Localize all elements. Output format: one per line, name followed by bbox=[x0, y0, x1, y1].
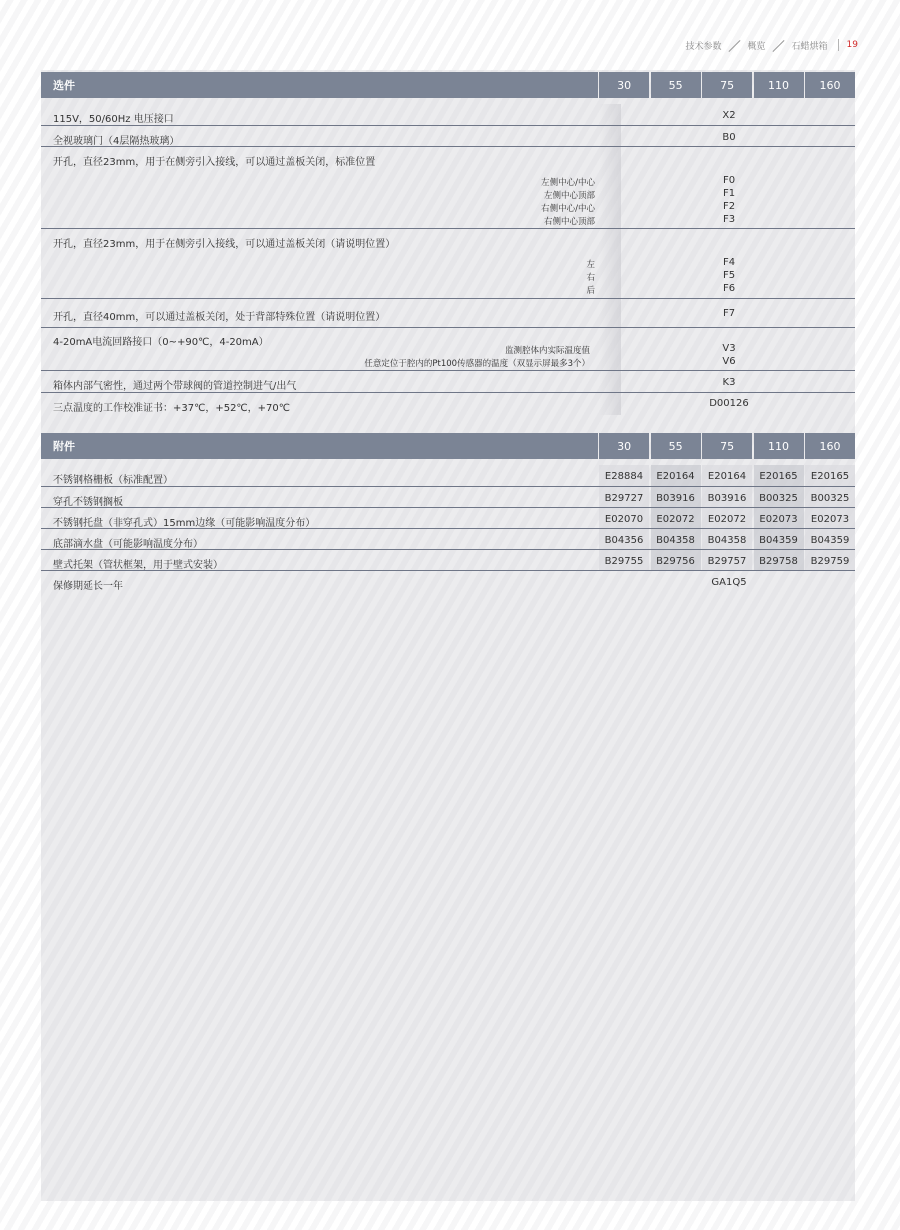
order-code: K3 bbox=[722, 377, 736, 388]
cell-55: E02072 bbox=[651, 508, 701, 528]
breadcrumb-item-tech-params: 技术参数 bbox=[685, 41, 722, 52]
col-header-75: 75 bbox=[702, 433, 752, 459]
options-header bbox=[41, 72, 855, 98]
accessories-header bbox=[41, 433, 855, 459]
col-header-160: 160 bbox=[805, 72, 855, 98]
accessories-title: 附件 bbox=[41, 433, 598, 459]
cell-160: B04359 bbox=[805, 529, 855, 549]
cell-110: E02073 bbox=[754, 508, 804, 528]
cell-55: B04358 bbox=[651, 529, 701, 549]
order-code: X2 bbox=[722, 110, 736, 121]
table-row bbox=[41, 508, 855, 529]
row-label: 底部滴水盘（可能影响温度分布） bbox=[53, 539, 203, 550]
signal-label: 任意定位于腔内的Pt100传感器的温度（双显示屏最多3个） bbox=[364, 359, 590, 369]
table-row bbox=[41, 328, 855, 371]
cell-55: B03916 bbox=[651, 487, 701, 507]
breadcrumb bbox=[686, 38, 859, 52]
order-code: F5 bbox=[722, 270, 736, 281]
signal-label: 监测腔体内实际温度值 bbox=[504, 346, 590, 356]
cell-110: B29758 bbox=[754, 550, 804, 570]
cell-30: B04356 bbox=[599, 529, 649, 549]
order-code: V6 bbox=[722, 356, 736, 367]
order-code: F2 bbox=[722, 201, 736, 212]
breadcrumb-item-overview: 概览 bbox=[747, 41, 766, 52]
table-row bbox=[41, 229, 855, 299]
row-label: 115V，50/60Hz 电压接口 bbox=[53, 114, 174, 125]
col-header-110: 110 bbox=[754, 72, 804, 98]
table-row bbox=[41, 550, 855, 571]
cell-160: B29759 bbox=[805, 550, 855, 570]
cell-75: E02072 bbox=[702, 508, 752, 528]
row-label: 三点温度的工作校准证书：+37℃，+52℃，+70℃ bbox=[53, 403, 291, 414]
row-label: 开孔，直径40mm，可以通过盖板关闭，处于背部特殊位置（请说明位置） bbox=[53, 312, 386, 323]
cell-75: E20164 bbox=[702, 465, 752, 486]
cell-160: B00325 bbox=[805, 487, 855, 507]
order-code: F0 bbox=[722, 175, 736, 186]
cell-30: B29755 bbox=[599, 550, 649, 570]
slash-separator-icon bbox=[728, 39, 742, 52]
table-row bbox=[41, 529, 855, 550]
table-row bbox=[41, 371, 855, 393]
position-label: 右侧中心顶部 bbox=[543, 217, 595, 227]
options-table bbox=[41, 72, 855, 415]
row-label: 保修期延长一年 bbox=[53, 581, 123, 592]
cell-75: B03916 bbox=[702, 487, 752, 507]
position-label: 左侧中心/中心 bbox=[541, 178, 595, 188]
table-row bbox=[41, 571, 855, 593]
accessories-table bbox=[41, 433, 855, 593]
order-code: V3 bbox=[722, 343, 736, 354]
row-label: 开孔，直径23mm，用于在侧旁引入接线，可以通过盖板关闭，标准位置 bbox=[53, 157, 376, 168]
row-label: 开孔，直径23mm，用于在侧旁引入接线，可以通过盖板关闭（请说明位置） bbox=[53, 239, 396, 250]
order-code: F4 bbox=[722, 257, 736, 268]
table-row bbox=[41, 104, 855, 126]
col-header-75: 75 bbox=[702, 72, 752, 98]
col-header-55: 55 bbox=[651, 433, 701, 459]
options-title: 选件 bbox=[41, 72, 598, 98]
table-row bbox=[41, 487, 855, 508]
cell-55: B29756 bbox=[651, 550, 701, 570]
order-code: D00126 bbox=[709, 398, 749, 409]
cell-160: E02073 bbox=[805, 508, 855, 528]
breadcrumb-item-paraffin-oven: 石蜡烘箱 bbox=[791, 41, 828, 52]
cell-160: E20165 bbox=[805, 465, 855, 486]
row-label: 箱体内部气密性，通过两个带球阀的管道控制进气/出气 bbox=[53, 381, 297, 392]
position-label: 后 bbox=[586, 286, 595, 296]
divider bbox=[838, 39, 839, 51]
row-label: 不锈钢托盘（非穿孔式）15mm边缘（可能影响温度分布） bbox=[53, 518, 316, 529]
cell-30: B29727 bbox=[599, 487, 649, 507]
order-code: F1 bbox=[722, 188, 736, 199]
table-row bbox=[41, 147, 855, 229]
page-number: 19 bbox=[846, 40, 858, 50]
row-label: 4-20mA电流回路接口（0~+90℃，4-20mA） bbox=[53, 337, 269, 348]
cell-110: B04359 bbox=[754, 529, 804, 549]
order-code: F6 bbox=[722, 283, 736, 294]
row-label: 穿孔不锈钢搁板 bbox=[53, 497, 123, 508]
cell-55: E20164 bbox=[651, 465, 701, 486]
order-code: B0 bbox=[722, 132, 736, 143]
col-header-110: 110 bbox=[754, 433, 804, 459]
col-header-30: 30 bbox=[599, 72, 649, 98]
position-label: 右侧中心/中心 bbox=[541, 204, 595, 214]
cell-110: E20165 bbox=[754, 465, 804, 486]
position-label: 左侧中心顶部 bbox=[543, 191, 595, 201]
slash-separator-icon bbox=[772, 39, 786, 52]
position-label: 左 bbox=[586, 260, 595, 270]
table-row bbox=[41, 465, 855, 487]
cell-30: E28884 bbox=[599, 465, 649, 486]
table-row bbox=[41, 299, 855, 328]
table-row bbox=[41, 393, 855, 415]
row-label: 全视玻璃门（4层隔热玻璃） bbox=[53, 136, 180, 147]
cell-75: B04358 bbox=[702, 529, 752, 549]
order-code: F3 bbox=[722, 214, 736, 225]
col-header-30: 30 bbox=[599, 433, 649, 459]
col-header-55: 55 bbox=[651, 72, 701, 98]
col-header-160: 160 bbox=[805, 433, 855, 459]
cell-110: B00325 bbox=[754, 487, 804, 507]
order-code: GA1Q5 bbox=[711, 577, 747, 588]
cell-75: B29757 bbox=[702, 550, 752, 570]
table-row bbox=[41, 126, 855, 147]
cell-30: E02070 bbox=[599, 508, 649, 528]
order-code: F7 bbox=[722, 308, 736, 319]
position-label: 右 bbox=[586, 273, 595, 283]
row-label: 不锈钢格栅板（标准配置） bbox=[53, 475, 173, 486]
row-label: 壁式托架（管状框架，用于壁式安装） bbox=[53, 560, 223, 571]
